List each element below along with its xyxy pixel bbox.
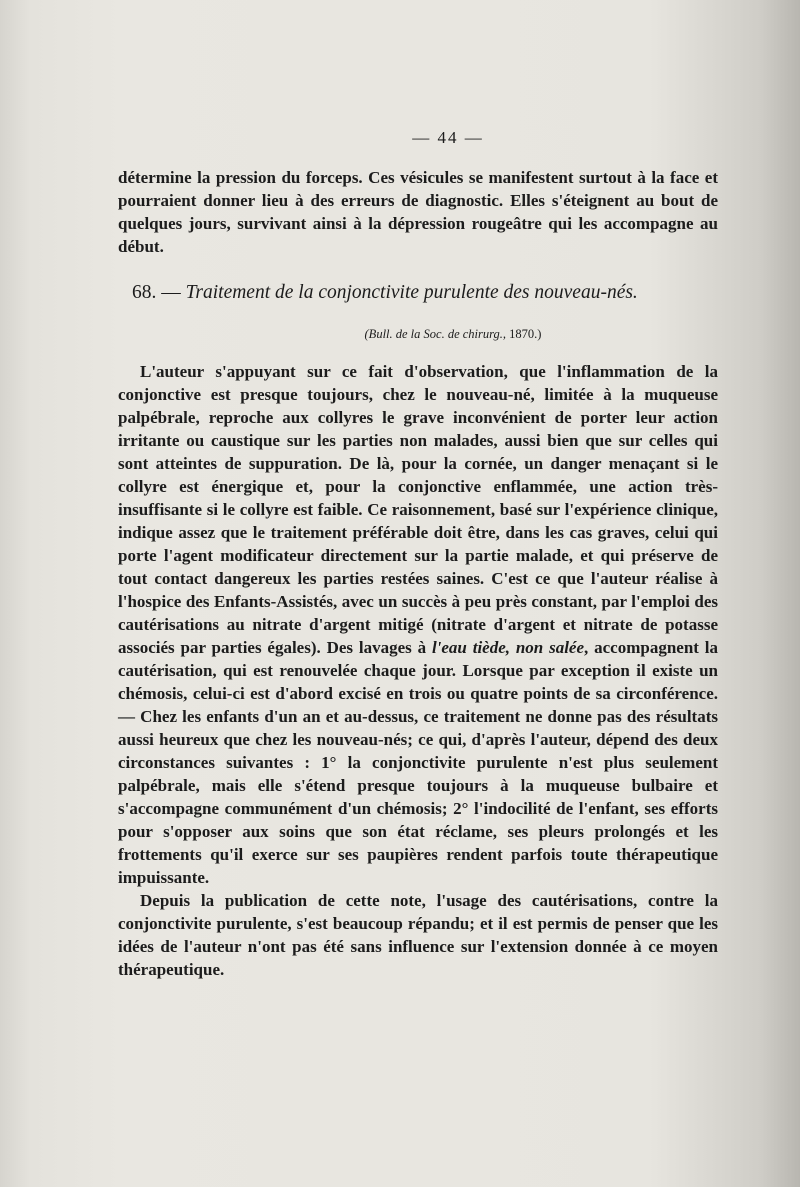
source-citation <box>188 326 718 342</box>
body-paragraph-2: Depuis la publication de cette note, l'usage des cautérisations, contre la conjonctivite purulente, s'est beaucoup répandu; et il est permis de penser que les idées de l'auteur n'ont pas été sans influence sur l'extension donnée à ce moyen thérapeutique. <box>118 891 718 979</box>
intro-paragraph: détermine la pression du forceps. Ces vésicules se manifestent surtout à la face et pourraient donner lieu à des erreurs de diagnostic. Elles s'éteignent au bout de quelques jours, survivant ainsi à la dépression rougeâtre qui les accompagne au début. <box>118 168 718 256</box>
body-paragraph-1 <box>118 360 718 889</box>
section-number: 68. — <box>132 282 181 303</box>
body-paragraph-1-italic: l'eau tiède, non salée <box>431 638 585 657</box>
section-title: Traitement de la conjonctivite purulente des nouveau-nés. <box>185 282 638 303</box>
body-paragraph-1-part-b: , accompagnent la cautérisation, qui est renouvelée chaque jour. Lorsque par exception il existe un chémosis, celui-ci est d'abord excisé en trois ou quatre points de sa circonférence. — Chez les enfants d'un an et au-dessus, ce traitement ne donne pas des résultats aussi heureux que chez les nouveau-nés; ce qui, d'après l'auteur, dépend des deux circonstances suivantes : 1° la conjonctivite purulente n'est plus seulement palpébrale, mais elle s'étend presque toujours à la muqueuse bulbaire et s'accompagne communément d'un chémosis; 2° l'indocilité de l'enfant, ses efforts pour s'opposer aux soins que son état réclame, ses pleurs prolongés et les frottements qu'il exerce sur ses paupières rendent parfois toute thérapeutique impuissante. <box>118 638 719 887</box>
page-number: — 44 — <box>412 128 484 147</box>
source-prefix: (Bull. de la Soc. de chirurg., <box>364 327 507 341</box>
body-paragraph-1-part-a: L'auteur s'appuyant sur ce fait d'observation, que l'inflammation de la conjonctive est presque toujours, chez le nouveau-né, limitée à la muqueuse palpébrale, reproche aux collyres le grave inconvénient de porter leur action irritante ou caustique sur les parties non malades, aussi bien que sur celles qui sont atteintes de suppuration. De là, pour la cornée, un danger menaçant si le collyre est énergique et, pour la conjonctive enflammée, une action très-insuffisante si le collyre est faible. Ce raisonnement, basé sur l'expérience clinique, indique assez que le traitement préférable doit être, dans les cas graves, celui qui porte l'agent modificateur directement sur la partie malade, et qui préserve de tout contact dangereux les parties restées saines. C'est ce que l'auteur réalise à l'hospice des Enfants-Assistés, avec un succès à peu près constant, par l'emploi des cautérisations au nitrate d'argent mitigé (nitrate d'argent et nitrate de potasse associés par parties égales). Des lavages à <box>118 362 718 657</box>
source-year: 1870.) <box>509 327 542 341</box>
section-heading <box>118 280 718 306</box>
page-content <box>118 128 718 981</box>
